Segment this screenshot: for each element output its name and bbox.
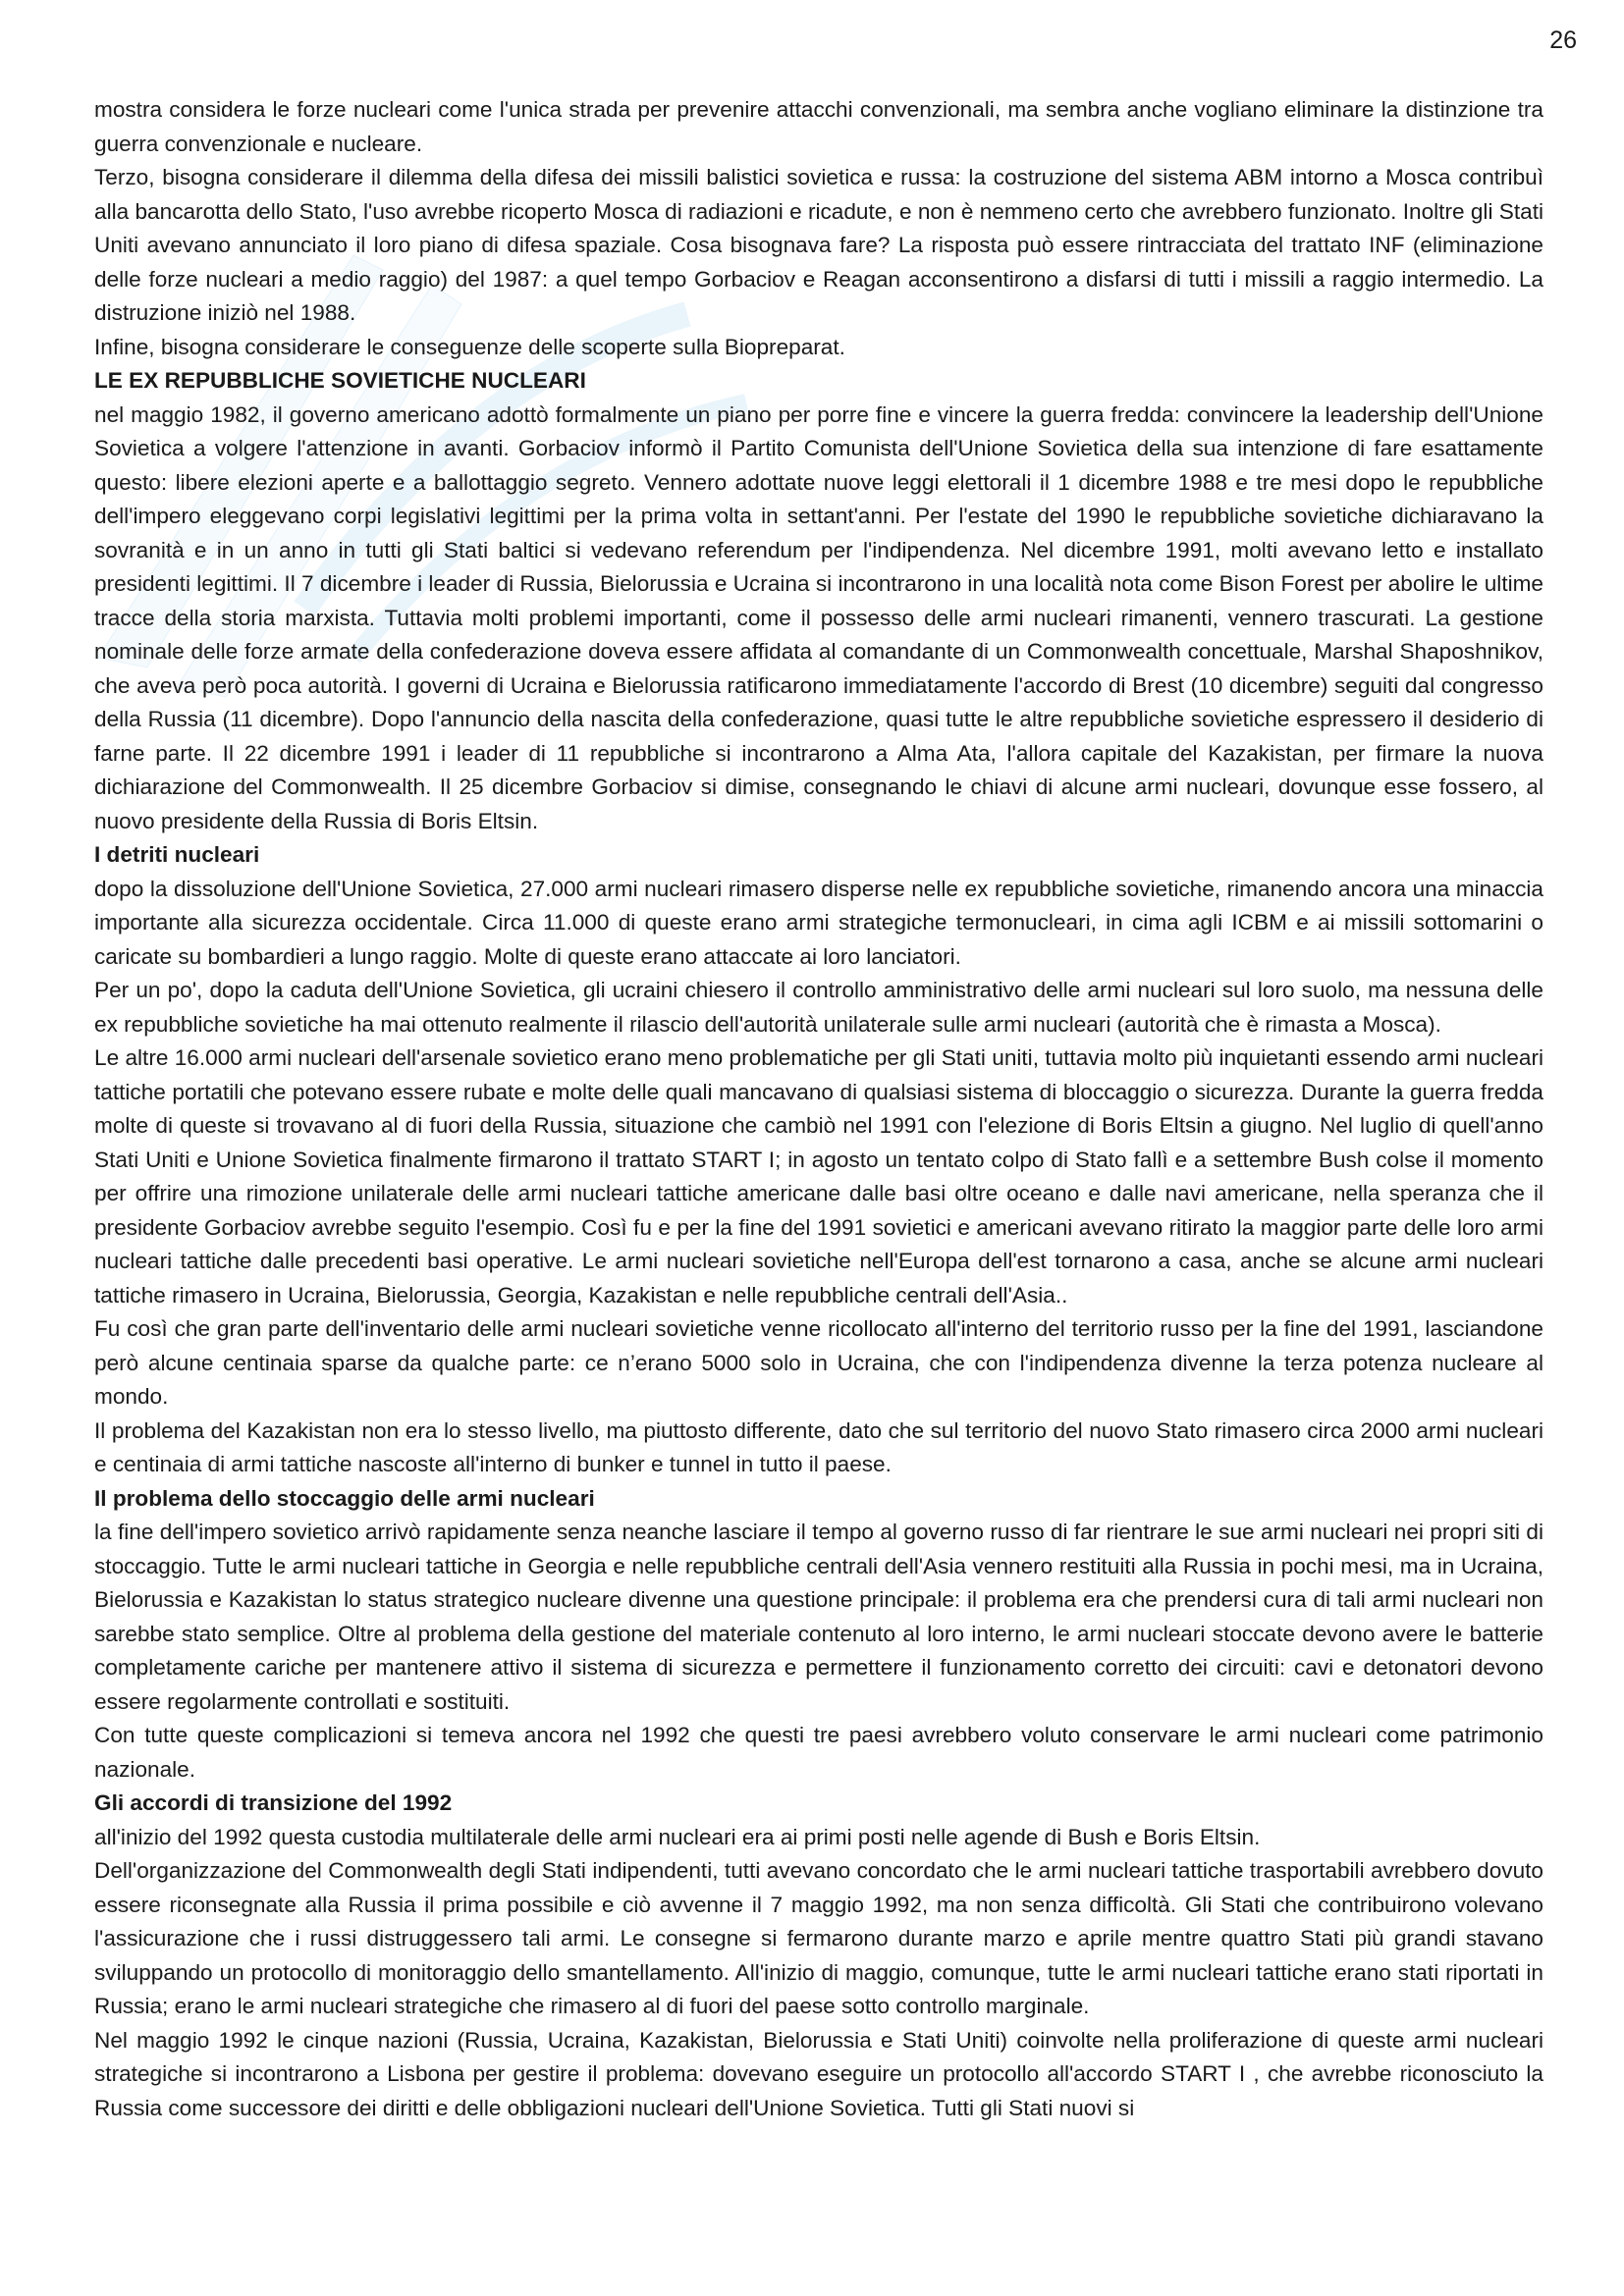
heading-accordi-1992: Gli accordi di transizione del 1992: [94, 1790, 453, 1815]
paragraph-16000-armi: Le altre 16.000 armi nucleari dell'arsenale sovietico erano meno problematiche per gli Stati uniti, tuttavia molto più inquietanti essendo armi nucleari tattiche portatili che potevano essere rubate e molte delle quali mancavano di qualsiasi sistema di bloccaggio o sicurezza. Durante la guerra fredda molte di queste si trovavano al di fuori della Russia, situazione che cambiò nel 1991 con l'elezione di Boris Eltsin a giugno. Nel luglio di quell'anno Stati Uniti e Unione Sovietica finalmente firmarono il trattato START I; in agosto un tentato colpo di Stato fallì e a settembre Bush colse il momento per offrire una rimozione unilaterale delle armi nucleari tattiche americane dalle basi oltre oceano e dalle navi americane, nella speranza che il presidente Gorbaciov avrebbe seguito l'esempio. Così fu e per la fine del 1991 sovietici e americani avevano ritirato la maggior parte delle loro armi nucleari tattiche dalle precedenti basi operative. Le armi nucleari sovietiche nell'Europa dell'est tornarono a casa, anche se alcune armi nucleari tattiche rimasero in Ucraina, Bielorussia, Georgia, Kazakistan e nelle repubbliche centrali dell'Asia..: [94, 1045, 1543, 1308]
paragraph-lisbona: Nel maggio 1992 le cinque nazioni (Russia, Ucraina, Kazakistan, Bielorussia e Stati Uniti) coinvolte nella proliferazione di queste armi nucleari strategiche si incontrarono a Lisbona per gestire il problema: dovevano eseguire un protocollo all'accordo START I , che avrebbe riconosciuto la Russia come successore dei diritti e delle obbligazioni nucleari dell'Unione Sovietica. Tutti gli Stati nuovi si: [94, 2027, 1543, 2120]
paragraph-inventario: Fu così che gran parte dell'inventario delle armi nucleari sovietiche venne ricollocato all'interno del territorio russo per la fine del 1991, lasciandone però alcune centinaia sparse da qualche parte: ce n’erano 5000 solo in Ucraina, che con l'indipendenza divenne la terza potenza nucleare al mondo.: [94, 1316, 1543, 1409]
paragraph-forze-nucleari: mostra considera le forze nucleari come l'unica strada per prevenire attacchi convenzionali, ma sembra anche vogliano eliminare la distinzione tra guerra convenzionale e nucleare.: [94, 97, 1543, 156]
paragraph-maggio-1982: nel maggio 1982, il governo americano adottò formalmente un piano per porre fine e vincere la guerra fredda: convincere la leadership dell'Unione Sovietica a volgere l'attenzione in avanti. Gorbaciov informò il Partito Comunista dell'Unione Sovietica della sua intenzione di fare esattamente questo: libere elezioni aperte e a ballottaggio segreto. Vennero adottate nuove leggi elettorali il 1 dicembre 1988 e tre mesi dopo le repubbliche dell'impero eleggevano corpi legislativi legittimi per la prima volta in settant'anni. Per l'estate del 1990 le repubbliche sovietiche dichiaravano la sovranità e in un anno in tutti gli Stati baltici si vedevano referendum per l'indipendenza. Nel dicembre 1991, molti avevano letto e installato presidenti legittimi. Il 7 dicembre i leader di Russia, Bielorussia e Ucraina si incontrarono in una località nota come Bison Forest per abolire le ultime tracce della storia marxista. Tuttavia molti problemi importanti, come il possesso delle armi nucleari rimanenti, vennero trascurati. La gestione nominale delle forze armate della confederazione doveva essere affidata al comandante di un Commonwealth concettuale, Marshal Shaposhnikov, che aveva però poca autorità. I governi di Ucraina e Bielorussia ratificarono immediatamente l'accordo di Brest (10 dicembre) seguiti dal congresso della Russia (11 dicembre). Dopo l'annuncio della nascita della confederazione, quasi tutte le altre repubbliche sovietiche espressero il desiderio di farne parte. Il 22 dicembre 1991 i leader di 11 repubbliche si incontrarono a Alma Ata, l'allora capitale del Kazakistan, per firmare la nuova dichiarazione del Commonwealth. Il 25 dicembre Gorbaciov si dimise, consegnando le chiavi di alcune armi nucleari, dovunque esse fossero, al nuovo presidente della Russia di Boris Eltsin.: [94, 401, 1543, 833]
paragraph-commonwealth: Dell'organizzazione del Commonwealth degli Stati indipendenti, tutti avevano concordato che le armi nucleari tattiche trasportabili avrebbero dovuto essere riconsegnate alla Russia il prima possibile e ciò avvenne il 7 maggio 1992, ma non senza difficoltà. Gli Stati che contribuirono volevano l'assicurazione che i russi distruggessero tali armi. Le consegne si fermarono durante marzo e aprile mentre quattro Stati più grandi stavano sviluppando un protocollo di monitoraggio dello smantellamento. All'inizio di maggio, comunque, tutte le armi nucleari tattiche erano stati riportati in Russia; erano le armi nucleari strategiche che rimasero al di fuori del paese sotto controllo marginale.: [94, 1858, 1543, 2018]
heading-stoccaggio: Il problema dello stoccaggio delle armi nucleari: [94, 1485, 595, 1511]
paragraph-dissoluzione: dopo la dissoluzione dell'Unione Sovietica, 27.000 armi nucleari rimasero disperse nelle ex repubbliche sovietiche, rimanendo ancora una minaccia importante alla sicurezza occidentale. Circa 11.000 di queste erano armi strategiche termonucleari, in cima agli ICBM e ai missili sottomarini o caricate su bombardieri a lungo raggio. Molte di queste erano attaccate ai loro lanciatori.: [94, 876, 1543, 969]
paragraph-inizio-1992: all'inizio del 1992 questa custodia multilaterale delle armi nucleari era ai primi posti nelle agende di Bush e Boris Eltsin.: [94, 1824, 1261, 1849]
paragraph-ucraini: Per un po', dopo la caduta dell'Unione Sovietica, gli ucraini chiesero il controllo amministrativo delle armi nucleari sul loro suolo, ma nessuna delle ex repubbliche sovietiche ha mai ottenuto realmente il rilascio dell'autorità unilaterale sulle armi nucleari (autorità che è rimasta a Mosca).: [94, 978, 1543, 1037]
paragraph-fine-impero: la fine dell'impero sovietico arrivò rapidamente senza neanche lasciare il tempo al governo russo di far rientrare le sue armi nucleari nei propri siti di stoccaggio. Tutte le armi nucleari tattiche in Georgia e nelle repubbliche centrali dell'Asia vennero restituiti alla Russia in pochi mesi, ma in Ucraina, Bielorussia e Kazakistan lo status strategico nucleare divenne una questione principale: il problema era che prendersi cura di tali armi nucleari non sarebbe stato semplice. Oltre al problema della gestione del materiale contenuto al loro interno, le armi nucleari stoccate devono avere le batterie completamente cariche per mantenere attivo il sistema di sicurezza e permettere il funzionamento corretto dei circuiti: cavi e detonatori devono essere regolarmente controllati e sostituiti.: [94, 1520, 1543, 1714]
paragraph-complicazioni: Con tutte queste complicazioni si temeva ancora nel 1992 che questi tre paesi avrebbero voluto conservare le armi nucleari come patrimonio nazionale.: [94, 1723, 1543, 1782]
heading-detriti-nucleari: I detriti nucleari: [94, 842, 260, 867]
document-body: [94, 93, 1543, 2125]
paragraph-biopreparat: Infine, bisogna considerare le conseguenze delle scoperte sulla Biopreparat.: [94, 334, 845, 359]
paragraph-terzo-dilemma: Terzo, bisogna considerare il dilemma della difesa dei missili balistici sovietica e russa: la costruzione del sistema ABM intorno a Mosca contribuì alla bancarotta dello Stato, l'uso avrebbe ricoperto Mosca di radiazioni e ricadute, e non è nemmeno certo che avrebbero funzionato. Inoltre gli Stati Uniti avevano annunciato il loro piano di difesa spaziale. Cosa bisognava fare? La risposta può essere rintracciata del trattato INF (eliminazione delle forze nucleari a medio raggio) del 1987: a quel tempo Gorbaciov e Reagan acconsentirono a disfarsi di tutti i missili a raggio intermedio. La distruzione iniziò nel 1988.: [94, 165, 1543, 325]
paragraph-kazakistan: Il problema del Kazakistan non era lo stesso livello, ma piuttosto differente, dato che sul territorio del nuovo Stato rimasero circa 2000 armi nucleari e centinaia di armi tattiche nascoste all'interno di bunker e tunnel in tutto il paese.: [94, 1417, 1543, 1476]
heading-ex-repubbliche: LE EX REPUBBLICHE SOVIETICHE NUCLEARI: [94, 368, 586, 393]
page-number: 26: [1549, 27, 1577, 54]
